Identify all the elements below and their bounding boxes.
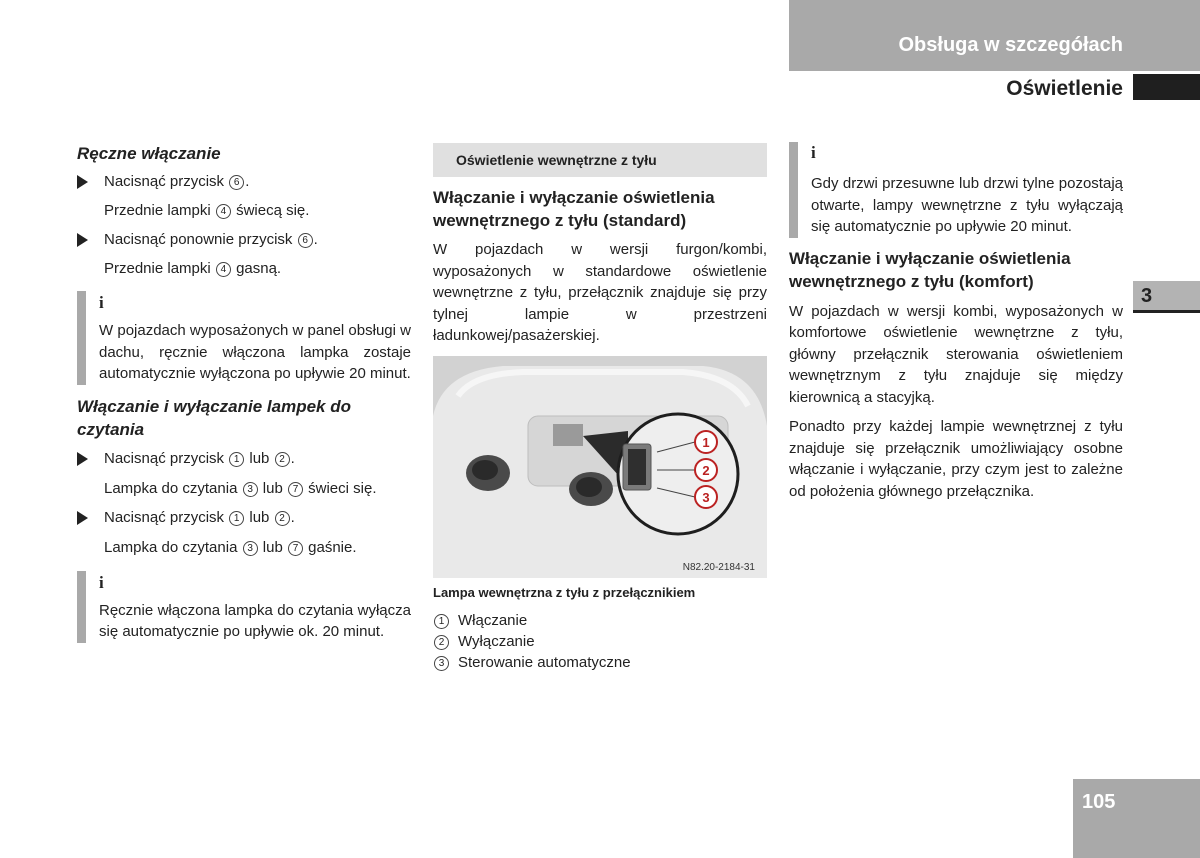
info-text: W pojazdach wyposażonych w panel obsługi w dachu, ręcznie włączona lampka zostaje automatycznie wyłączona po upływie 20 minut. xyxy=(99,322,411,382)
image-caption: Lampa wewnętrzna z tyłu z przełącznikiem xyxy=(433,584,696,600)
step-arrow-icon xyxy=(77,511,88,525)
ref-number: 7 xyxy=(288,541,303,556)
rear-lamp-image xyxy=(433,356,767,578)
result-text: świecą się. xyxy=(236,202,310,219)
column-middle xyxy=(433,143,767,673)
chapter-header xyxy=(789,0,1200,71)
info-bar xyxy=(789,142,798,238)
legend-number: 3 xyxy=(434,656,449,671)
step-item: Nacisnąć przycisk 6 . xyxy=(77,172,411,192)
legend-label: Włączanie xyxy=(458,611,528,629)
callout-3: 3 xyxy=(702,489,710,505)
result-text: Lampka do czytania xyxy=(104,538,238,556)
ref-number: 6 xyxy=(298,233,313,248)
info-text: Gdy drzwi przesuwne lub drzwi tylne pozostają otwarte, lampy wewnętrzne z tyłu wyłączają się automatycznie po upływie 20 minut. xyxy=(811,175,1123,235)
legend-list xyxy=(433,610,767,673)
step-arrow-icon xyxy=(77,452,88,466)
info-note xyxy=(789,142,1123,238)
step-text: Nacisnąć ponownie przycisk xyxy=(104,231,293,248)
info-note xyxy=(77,291,411,385)
legend-item xyxy=(433,652,767,673)
section-title: Oświetlenie xyxy=(1006,77,1123,100)
ref-number: 1 xyxy=(229,452,244,467)
body-text: W pojazdach w wersji furgon/kombi, wyposażonych w standardowe oświetlenie wewnętrzne z tyłu, przełącznik znajduje się przy tylnej lampie w przestrzeni ładunkowej/pasażerskiej. xyxy=(433,241,767,344)
result-text: świeci się. xyxy=(308,479,377,497)
callout-1: 1 xyxy=(702,434,710,450)
result-item xyxy=(77,259,411,279)
page-number-box xyxy=(1073,779,1200,858)
step-text: lub xyxy=(249,449,270,467)
section-bar xyxy=(1133,74,1200,100)
legend-label: Sterowanie automatyczne xyxy=(458,653,631,671)
step-item: Nacisnąć przycisk 1 lub 2 . xyxy=(77,449,411,469)
ref-number: 2 xyxy=(275,452,290,467)
step-text: Nacisnąć przycisk xyxy=(104,508,225,526)
step-arrow-icon xyxy=(77,175,88,189)
heading-manual-switching: Ręczne włączanie xyxy=(77,144,221,163)
ref-number: 3 xyxy=(243,482,258,497)
step-item: Nacisnąć przycisk 1 lub 2 . xyxy=(77,508,411,528)
step-text: Nacisnąć przycisk xyxy=(104,449,225,467)
ref-number: 2 xyxy=(275,511,290,526)
step-arrow-icon xyxy=(77,233,88,247)
heading-reading-lamps: Włączanie i wyłączanie lampek do czytania xyxy=(77,396,351,439)
ref-number: 7 xyxy=(288,482,303,497)
info-icon: i xyxy=(99,572,104,592)
heading-standard-lighting: Włączanie i wyłączanie oświetlenia wewnętrznego z tyłu (standard) xyxy=(433,188,715,230)
legend-item xyxy=(433,610,767,631)
ref-number: 6 xyxy=(229,175,244,190)
ref-number: 4 xyxy=(216,262,231,277)
legend-item xyxy=(433,631,767,652)
chapter-tab-number: 3 xyxy=(1141,285,1153,307)
body-text: Ponadto przy każdej lampie wewnętrznej z tyłu znajduje się przełącznik umożliwiający osobne włączanie i wyłączanie, przy czym jest to zależne od położenia głównego przełącznika. xyxy=(789,418,1123,500)
legend-label: Wyłączanie xyxy=(458,632,535,650)
body-text: W pojazdach w wersji kombi, wyposażonych w komfortowe oświetlenie wewnętrzne z tyłu, główny przełącznik sterowania oświetleniem wewnętrznym z tyłu znajduje się między kierownicą a stacyjką. xyxy=(789,302,1123,406)
result-text: gaśnie. xyxy=(308,538,357,556)
chapter-title: Obsługa w szczegółach xyxy=(898,34,1123,56)
ref-number: 1 xyxy=(229,511,244,526)
result-text: Przednie lampki xyxy=(104,260,211,277)
lamp-illustration xyxy=(433,356,767,578)
gray-section-heading: Oświetlenie wewnętrzne z tyłu xyxy=(433,143,767,177)
result-text: Lampka do czytania xyxy=(104,479,238,497)
legend-number: 2 xyxy=(434,635,449,650)
info-icon: i xyxy=(811,143,816,162)
chapter-tab xyxy=(1133,281,1200,310)
heading-comfort-lighting: Włączanie i wyłączanie oświetlenia wewnętrznego z tyłu (komfort) xyxy=(789,248,1071,291)
ref-number: 3 xyxy=(243,541,258,556)
info-note xyxy=(77,571,411,643)
result-item xyxy=(77,538,411,558)
page-number: 105 xyxy=(1082,791,1116,813)
info-bar xyxy=(77,571,86,643)
step-text: Nacisnąć przycisk xyxy=(104,173,225,190)
info-text: Ręcznie włączona lampka do czytania wyłącza się automatycznie po upływie ok. 20 minut. xyxy=(99,601,411,640)
step-text: lub xyxy=(249,508,270,526)
chapter-tab-underline xyxy=(1133,310,1200,313)
result-text: lub xyxy=(262,538,283,556)
result-text: gasną. xyxy=(236,260,282,277)
step-item: Nacisnąć ponownie przycisk 6 . xyxy=(77,230,411,250)
callout-2: 2 xyxy=(702,462,710,478)
info-icon: i xyxy=(99,293,104,312)
info-bar xyxy=(77,291,86,385)
column-left xyxy=(77,142,411,643)
result-item xyxy=(77,201,411,221)
result-item xyxy=(77,479,411,499)
legend-number: 1 xyxy=(434,614,449,629)
ref-number: 4 xyxy=(216,204,231,219)
result-text: lub xyxy=(262,479,283,497)
image-code: N82.20-2184-31 xyxy=(682,561,755,573)
column-right xyxy=(789,142,1123,502)
result-text: Przednie lampki xyxy=(104,202,211,219)
